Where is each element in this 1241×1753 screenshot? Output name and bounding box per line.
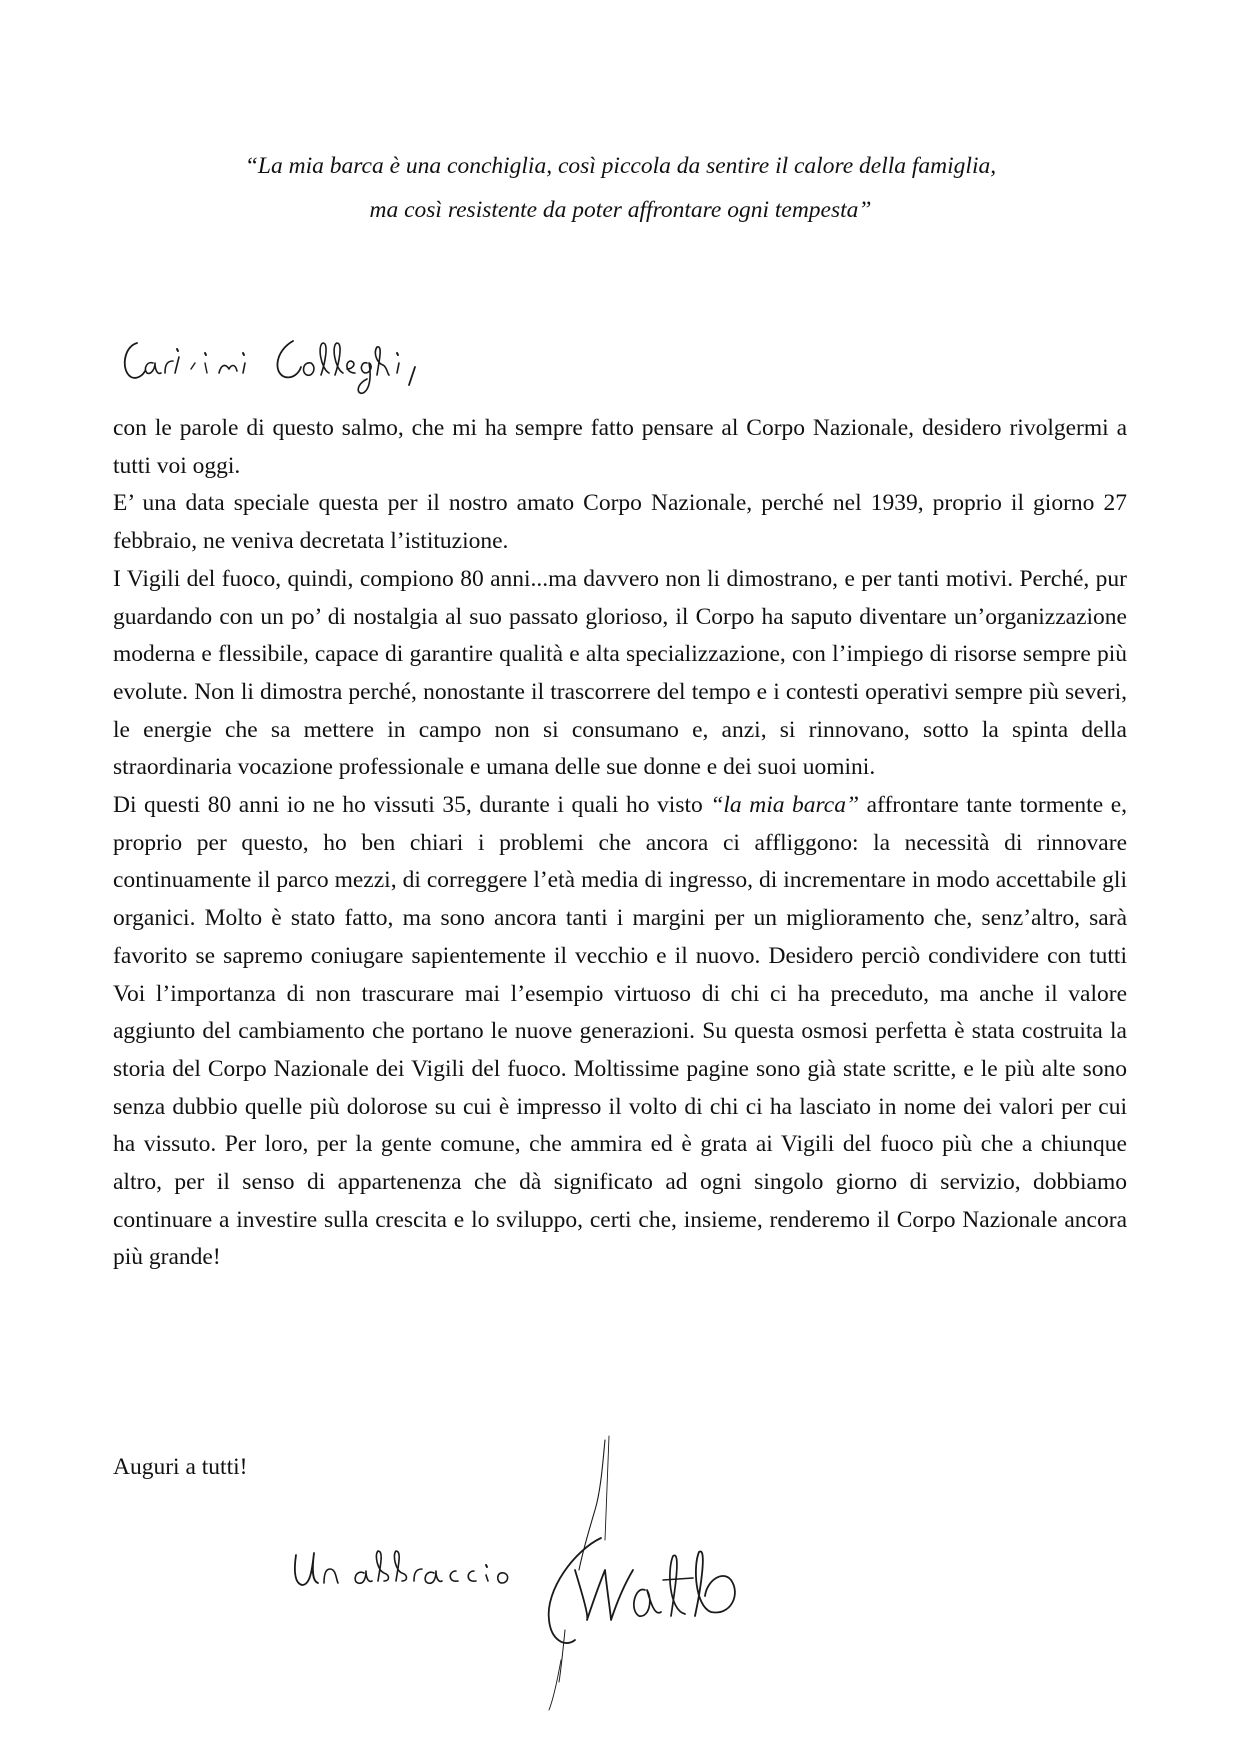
paragraph-4 xyxy=(113,787,1127,1277)
paragraph-4-italic-quote: “la mia barca” xyxy=(710,792,860,819)
paragraph-4-start: Di questi 80 anni io ne ho vissuti 35, durante i quali ho visto xyxy=(113,792,711,819)
letter-body xyxy=(113,410,1127,1277)
epigraph-quote xyxy=(0,144,1241,232)
handwritten-salutation xyxy=(115,333,455,403)
paragraph-1: con le parole di questo salmo, che mi ha sempre fatto pensare al Corpo Nazionale, desidero rivolgermi a tutti voi oggi. xyxy=(113,415,1127,479)
handwritten-closing xyxy=(290,1535,550,1615)
paragraph-3: I Vigili del fuoco, quindi, compiono 80 anni...ma davvero non li dimostrano, e per tanti motivi. Perché, pur guardando con un po’ di nostalgia al suo passato glorioso, il Corpo ha saputo diventare un’organizzazione moderna e flessibile, capace di garantire qualità e alta specializzazione, con l’impiego di risorse sempre più evolute. Non li dimostra perché, nonostante il trascorrere del tempo e i contesti operativi sempre più severi, le energie che sa mettere in campo non si consumano e, anzi, si rinnovano, sotto la spinta della straordinaria vocazione professionale e umana delle sue donne e dei suoi uomini. xyxy=(113,565,1127,781)
epigraph-line-2: ma così resistente da poter affrontare ogni tempesta” xyxy=(369,197,872,223)
closing-greeting: Auguri a tutti! xyxy=(113,1454,248,1480)
handwritten-closing-drawing xyxy=(290,1535,550,1615)
handwritten-salutation-drawing xyxy=(115,333,455,403)
handwritten-signature xyxy=(535,1420,755,1720)
epigraph-line-1: “La mia barca è una conchiglia, così piccola da sentire il calore della famiglia, xyxy=(244,153,997,179)
paragraph-4-end: affrontare tante tormente e, proprio per questo, ho ben chiari i problemi che ancora ci affliggono: la necessità di rinnovare continuamente il parco mezzi, di correggere l’età media di ingresso, di incrementare in modo accettabile gli organici. Molto è stato fatto, ma sono ancora tanti i margini per un miglioramento che, senz’altro, sarà favorito se sapremo coniugare sapientemente il vecchio e il nuovo. Desidero perciò condividere con tutti Voi l’importanza di non trascurare mai l’esempio virtuoso di chi ci ha preceduto, ma anche il valore aggiunto del cambiamento che portano le nuove generazioni. Su questa osmosi perfetta è stata costruita la storia del Corpo Nazionale dei Vigili del fuoco. Moltissime pagine sono già state scritte, e le più alte sono senza dubbio quelle più dolorose su cui è impresso il volto di chi ci ha lasciato in nome dei valori per cui ha vissuto. Per loro, per la gente comune, che ammira ed è grata ai Vigili del fuoco più che a chiunque altro, per il senso di appartenenza che dà significato ad ogni singolo giorno di servizio, dobbiamo continuare a investire sulla crescita e lo sviluppo, certi che, insieme, renderemo il Corpo Nazionale ancora più grande! xyxy=(113,792,1127,1271)
paragraph-2: E’ una data speciale questa per il nostro amato Corpo Nazionale, perché nel 1939, proprio il giorno 27 febbraio, ne veniva decretata l’istituzione. xyxy=(113,490,1127,555)
signature-drawing xyxy=(535,1420,755,1720)
